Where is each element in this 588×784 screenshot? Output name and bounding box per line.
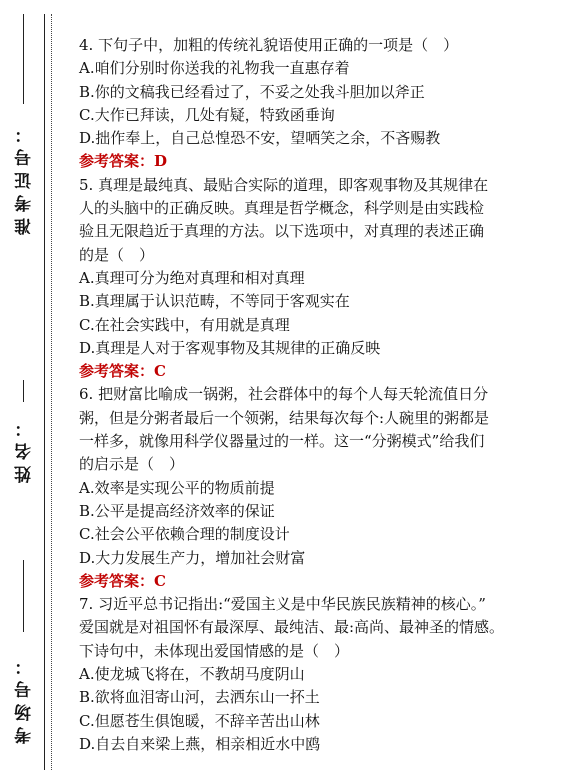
room-label: 考场号： bbox=[15, 652, 35, 744]
option-a: A.咱们分别时你送我的礼物我一直惠存着 bbox=[79, 59, 350, 78]
option-a: A.效率是实现公平的物质前提 bbox=[79, 478, 275, 497]
reference-answer: 参考答案：C bbox=[79, 362, 166, 381]
question-6 bbox=[79, 383, 579, 593]
question-stem: 4. 下句子中，加粗的传统礼貌语使用正确的一项是（ ） bbox=[79, 36, 459, 54]
option-d: D.大力发展生产力，增加社会财富 bbox=[79, 548, 306, 567]
question-stem: 下诗句中，未体现出爱国情感的是（ ） bbox=[79, 641, 350, 660]
question-list bbox=[79, 34, 579, 756]
option-a: A.使龙城飞将在，不教胡马度阴山 bbox=[79, 665, 305, 684]
question-stem: 5. 真理是最纯真、最贴合实际的道理，即客观事物及其规律在 bbox=[79, 175, 489, 194]
question-stem: 粥，但是分粥者最后一个领粥，结果每次每个:人碗里的粥都是 bbox=[79, 408, 490, 427]
room-field bbox=[8, 560, 42, 780]
option-c: C.社会公平依赖合理的制度设计 bbox=[79, 525, 290, 544]
room-blank bbox=[23, 560, 24, 632]
question-stem: 7. 习近平总书记指出:“爱国主义是中华民族民族精神的核心。” bbox=[79, 595, 486, 614]
question-stem: 6. 把财富比喻成一锅粥，社会群体中的每个人每天轮流值日分 bbox=[79, 385, 489, 404]
option-b: B.真理属于认识范畴，不等同于客观实在 bbox=[79, 292, 350, 311]
question-7 bbox=[79, 593, 579, 756]
exam-id-blank bbox=[23, 14, 24, 104]
name-field bbox=[8, 380, 42, 510]
option-b: B.公平是提高经济效率的保证 bbox=[79, 501, 275, 520]
question-stem: 一样多，就像用科学仪器量过的一样。这一“分粥模式”给我们 bbox=[79, 432, 485, 451]
name-blank bbox=[23, 380, 24, 402]
question-stem: 验且无限趋近于真理的方法。以下选项中，对真理的表述正确 bbox=[79, 222, 485, 241]
reference-answer: 参考答案：C bbox=[79, 571, 166, 590]
option-d: D.拙作奉上，自己总惶恐不安，望哂笑之余，不吝赐教 bbox=[79, 129, 441, 148]
option-c: C.但愿苍生俱饱暖，不辞辛苦出山林 bbox=[79, 711, 320, 730]
option-d: D.真理是人对于客观事物及其规律的正确反映 bbox=[79, 338, 381, 357]
question-stem: 爱国就是对祖国怀有最深厚、最纯洁、最:高尚、最神圣的情感。 bbox=[79, 618, 505, 637]
question-stem: 的启示是（ ） bbox=[79, 455, 185, 474]
binding-margin bbox=[0, 0, 62, 784]
question-stem: 的是（ ） bbox=[79, 245, 155, 264]
question-stem: 人的头脑中的正确反映。真理是哲学概念，科学则是由实践检 bbox=[79, 199, 485, 218]
question-5 bbox=[79, 174, 579, 384]
option-d: D.自去自来梁上燕，相亲相近水中鸥 bbox=[79, 734, 321, 753]
option-a: A.真理可分为绝对真理和相对真理 bbox=[79, 268, 305, 287]
option-b: B.欲将血泪寄山河，去洒东山一抔土 bbox=[79, 688, 320, 707]
exam-id-field bbox=[8, 14, 42, 264]
binding-line bbox=[44, 14, 45, 770]
exam-id-label: 准考证号： bbox=[15, 120, 35, 235]
option-c: C.在社会实践中，有用就是真理 bbox=[79, 315, 290, 334]
option-b: B.你的文稿我已经看过了，不妥之处我斗胆加以斧正 bbox=[79, 82, 425, 101]
cut-line bbox=[51, 14, 52, 770]
option-c: C.大作已拜读，几处有疑，特致函垂询 bbox=[79, 105, 335, 124]
name-label: 姓名： bbox=[15, 414, 35, 483]
reference-answer: 参考答案：D bbox=[79, 152, 168, 171]
question-4 bbox=[79, 34, 579, 174]
